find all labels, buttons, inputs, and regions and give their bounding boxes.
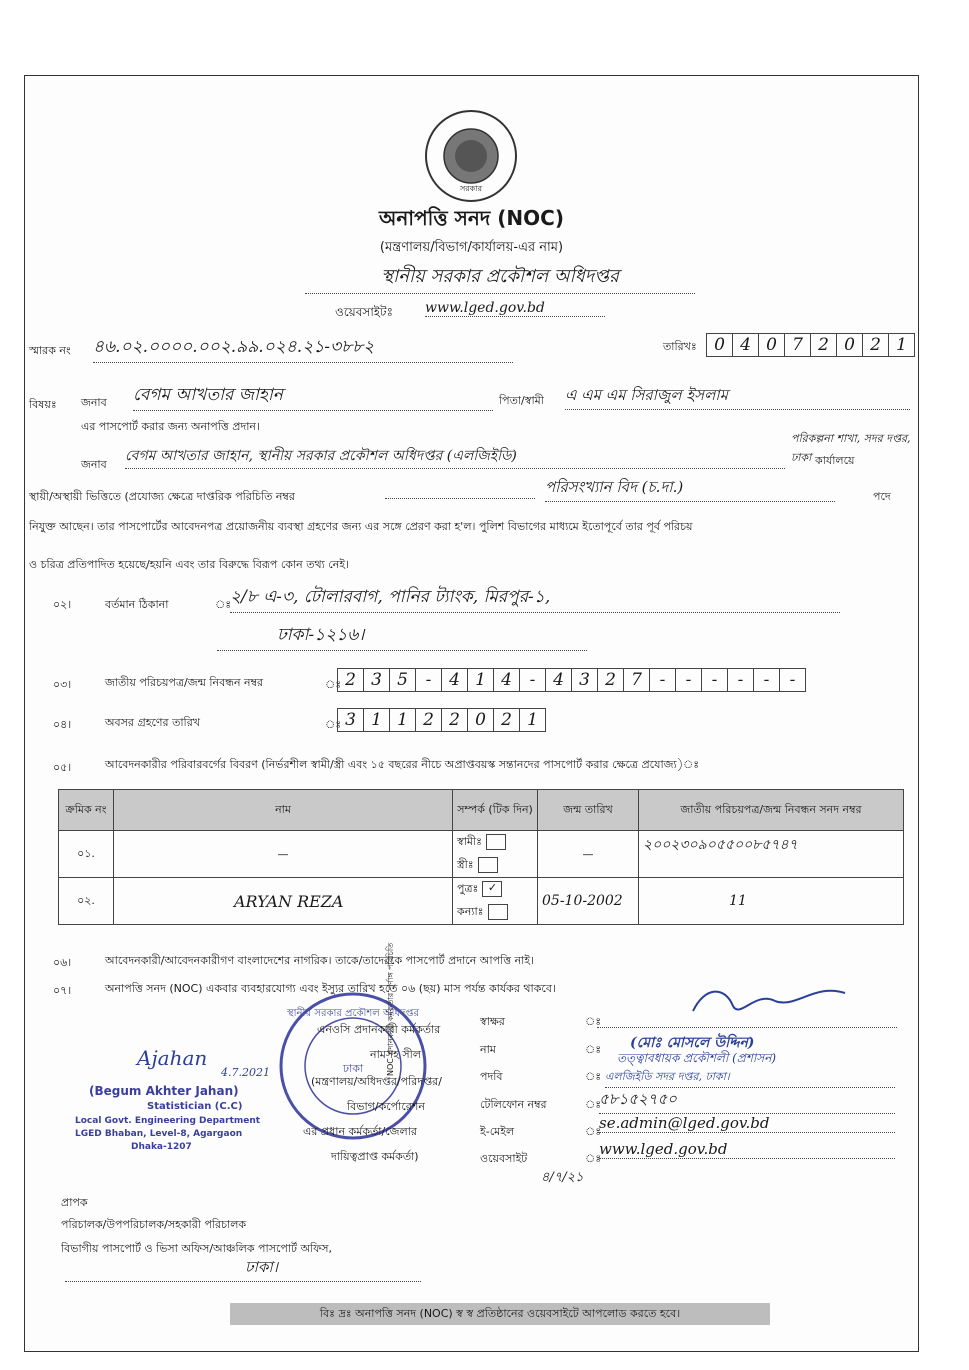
document-title: অনাপত্তি সনদ (NOC) [379,206,564,230]
relation-daughter-label: কন্যাঃ [457,905,484,918]
recipient-line3: ঢাকা। [65,1256,421,1282]
relation-checkbox[interactable] [486,834,506,850]
nid-digit: 3 [364,669,390,691]
note-7-text: অনাপত্তি সনদ (NOC) একবার ব্যবহারযোগ্য এবং ইস্যুর তারিখ হতে ০৬ (ছয়) মাস পর্যন্ত কার্যকর থাকবে। [105,982,556,995]
nid-digit: 2 [338,669,364,691]
relation-checkbox[interactable] [488,904,508,920]
left-sign-date: 4.7.2021 [221,1066,270,1079]
table-row [59,878,904,925]
date-label: তারিখঃ [663,340,697,353]
recipient-line2: বিভাগীয় পাসপোর্ট ও ভিসা অফিস/আঞ্চলিক পাসপোর্ট অফিস, [61,1242,332,1255]
signatory-sign-date: ৪/৭/২১ [541,1170,584,1185]
item-number: ০৩। [53,678,72,691]
row-relation [453,831,538,878]
left-stamp-title: Statistician (C.C) [147,1101,243,1112]
date-digit: 0 [707,334,733,356]
relation-checkbox[interactable] [478,857,498,873]
family-details-label: আবেদনকারীর পরিবারবর্গের বিবরণ (নির্ভরশীল স্বামী/স্ত্রী এবং ১৫ বছরের নীচে অপ্রাপ্তবয়স্ক সন্তানদের পাসপোর্ট করার ক্ষেত্রে প্রযোজ্য)ঃ [105,758,700,771]
note-number: ০৬। [53,956,72,969]
nid-digit: 5 [390,669,416,691]
field-label-email: ই-মেইল [480,1125,515,1138]
subject-janab: জনাব [81,396,107,409]
signatory-label: বিভাগ/কর্পোরেশন [347,1100,425,1113]
signatory-email: se.admin@lged.gov.bd [599,1114,895,1133]
table-row [59,831,904,878]
row-serial: ০১. [59,831,114,878]
nid-digit: 2 [598,669,624,691]
subject-label: বিষয়ঃ [29,398,57,411]
header-dob: জন্ম তারিখ [538,790,639,831]
nid-digit: - [676,669,702,691]
nid-digit: 4 [546,669,572,691]
signatory-label: এনওসি প্রদানকারী কর্মকর্তার [317,1023,441,1036]
colon-text: ঃ [325,678,342,691]
recipient-label: প্রাপক [61,1196,88,1209]
website-label: ওয়েবসাইটঃ [335,305,393,319]
retire-digit: 2 [494,709,520,731]
memo-number: ৪৬.০২.০০০০.০০২.৯৯.০২৪.২১-৩৮৮২ [93,334,513,363]
retire-digit: 0 [468,709,494,731]
signatory-label: দায়িত্বপ্রাপ্ত কর্মকর্তা) [331,1150,419,1163]
nid-digit: - [702,669,728,691]
colon-text: ঃ [585,1043,602,1056]
body-office-note: পরিকল্পনা শাখা, সদর দপ্তর, ঢাকা [791,432,911,464]
website-value: www.lged.gov.bd [425,300,605,317]
recipient-line1: পরিচালক/উপপরিচালক/সহকারী পরিচালক [61,1218,247,1231]
office-round-seal-icon [273,986,433,1146]
header-serial: ক্রমিক নং [59,790,114,831]
signatory-office: এলজিইডি সদর দপ্তর, ঢাকা। [605,1068,895,1088]
row-name: — [114,831,453,878]
colon-text: ঃ [585,1015,602,1028]
signatory-label: এর প্রধান কর্মকর্তা/জেলার [303,1125,417,1138]
relation-son-label: পুত্রঃ [457,882,479,895]
signatory-designation: তত্ত্বাবধায়ক প্রকৌশলী (প্রশাসন) [617,1051,777,1065]
body-line2-prefix: স্থায়ী/অস্থায়ী ভিত্তিতে (প্রযোজ্য ক্ষেত্রে দাপ্তরিক পরিচিতি নম্বর [29,490,295,503]
retire-digit: 3 [338,709,364,731]
memo-label: স্মারক নং [29,344,71,357]
date-digit: 7 [785,334,811,356]
retire-digit: 2 [442,709,468,731]
date-digit: 0 [837,334,863,356]
nid-digit: 7 [624,669,650,691]
relation-checkbox-checked[interactable]: ✓ [482,881,502,897]
row-dob: 05-10-2002 [538,878,639,925]
item-number: ০২। [53,598,72,611]
left-stamp-name: (Begum Akhter Jahan) [89,1084,239,1098]
retire-digit: 2 [416,709,442,731]
office-name: স্থানীয় সরকার প্রকৌশল অধিদপ্তর [305,262,695,294]
row-serial: ০২. [59,878,114,925]
nid-digit: 3 [572,669,598,691]
field-label-designation: পদবি [480,1070,503,1083]
row-id: ২০০২৩০৯০৫৫০০৮৫৭৪৭ [639,831,904,878]
seal-outer-text: স্থানীয় সরকার প্রকৌশল অধিদপ্তর [286,1008,420,1019]
row-name: ARYAN REZA [114,878,453,925]
nid-digit: - [728,669,754,691]
item-number: ০৫। [53,761,72,774]
retire-digit: 1 [527,710,538,730]
government-emblem-icon [421,106,521,206]
body-line3: নিযুক্ত আছেন। তার পাসপোর্টের আবেদনপত্র প্রয়োজনীয় ব্যবস্থা গ্রহণের জন্য এর সঙ্গে প্রেরণ করা হ'ল। পুলিশ বিভাগের মাধ্যমে ইতোপূর্বে তার পূর্ব পরিচয় [29,520,693,533]
signatory-label: নামসহ সীল [370,1048,422,1061]
signatory-label: (মন্ত্রণালয়/অধিদপ্তর/পরিদপ্তর/ [311,1075,442,1088]
subject-line2: এর পাসপোর্ট করার জন্য অনাপত্তি প্রদান। [81,420,260,433]
colon-text: ঃ [585,1152,602,1165]
emblem-bottom-text: সরকার [459,184,483,193]
father-husband-label: পিতা/স্বামী [499,394,544,407]
handwritten-signature-icon [685,981,855,1021]
item-number: ০৪। [53,718,72,731]
retirement-boxes [337,708,546,732]
nid-digit: - [789,670,796,690]
nid-digit: - [754,669,780,691]
left-stamp-city: Dhaka-1207 [131,1142,192,1152]
note-number: ০৭। [53,984,72,997]
nid-digit: 1 [468,669,494,691]
field-label-phone: টেলিফোন নম্বর [480,1098,547,1111]
row-dob: — [538,831,639,878]
left-stamp-address: LGED Bhaban, Level-8, Agargaon [75,1129,243,1139]
noc-vertical-label: NOC প্রদানকারী কর্মকর্তার পূর্ণাঙ্গ পরিচিতি [386,942,395,1076]
body-designation: পরিসংখ্যান বিদ (চ.দা.) [545,476,835,502]
field-label-name: নাম [480,1043,496,1056]
body-janab: জনাব [81,458,107,471]
left-stamp-org: Local Govt. Engineering Department [75,1116,261,1126]
signatory-phone: ৫৮১৫২৭৫০ [599,1088,895,1114]
row-id: 11 [639,878,904,925]
nid-digit: 4 [442,669,468,691]
colon-text: ঃ [585,1125,602,1138]
nid-digit: - [416,669,442,691]
retirement-label: অবসর গ্রহণের তারিখ [105,716,200,729]
noc-document [24,75,919,1352]
note-6-text: আবেদনকারী/আবেদনকারীগণ বাংলাদেশের নাগরিক। তাকে/তাদেরকে পাসপোর্ট প্রদানে আপত্তি নাই। [105,954,535,967]
retire-digit: 1 [364,709,390,731]
colon-text: ঃ [585,1098,602,1111]
father-husband-value: এ এম এম সিরাজুল ইসলাম [565,384,910,410]
body-office-suffix: কার্যালয়ে [815,454,855,467]
field-label-signature: স্বাক্ষর [480,1015,505,1028]
nid-label: জাতীয় পরিচয়পত্র/জন্ম নিবন্ধন নম্বর [105,676,264,689]
colon-text: ঃ [325,718,342,731]
address-line2: ঢাকা-১২১৬। [217,622,587,651]
retire-digit: 1 [390,709,416,731]
body-name-office: বেগম আখতার জাহান, স্থানীয় সরকার প্রকৌশল অধিদপ্তর (এলজিইডি) [125,444,785,469]
left-signature: Ajahan [137,1046,208,1070]
relation-husband-label: স্বামীঃ [457,835,483,848]
date-digit: 4 [733,334,759,356]
date-digit: 2 [863,334,889,356]
date-digit: 2 [811,334,837,356]
colon-text: ঃ [585,1070,602,1083]
header-name: নাম [114,790,453,831]
family-table [58,789,904,925]
address-line1: ২/৮ এ-৩, টোলারবাগ, পানির ট্যাংক, মিরপুর-১, [230,584,840,613]
nid-digit: 4 [494,669,520,691]
field-label-website: ওয়েবসাইট [480,1152,528,1165]
applicant-name: বেগম আখতার জাহান [133,382,493,411]
nid-digit: - [650,669,676,691]
signature-line [597,1026,897,1028]
signatory-name: (মোঃ মোসলে উদ্দিন) [630,1035,755,1051]
header-id-number: জাতীয় পরিচয়পত্র/জন্ম নিবন্ধন সনদ নম্বর [639,790,904,831]
relation-wife-label: স্ত্রীঃ [457,858,474,871]
nid-digit: - [520,669,546,691]
table-header-row [59,790,904,831]
body-id-blank [385,486,535,499]
nid-boxes [337,668,806,692]
colon-text: ঃ [215,598,232,611]
memo-date-boxes [706,333,915,357]
signatory-website: www.lged.gov.bd [599,1140,895,1159]
footer-note: বিঃ দ্রঃ অনাপত্তি সনদ (NOC) স্ব স্ব প্রতিষ্ঠানের ওয়েবসাইটে আপলোড করতে হবে। [230,1303,770,1325]
date-digit: 1 [896,335,907,355]
row-relation [453,878,538,925]
address-label: বর্তমান ঠিকানা [105,598,169,611]
body-line2-suffix: পদে [873,490,891,503]
date-digit: 0 [759,334,785,356]
header-relation: সম্পর্ক (টিক দিন) [453,790,538,831]
seal-center-text: ঢাকা [342,1062,364,1075]
body-line4: ও চরিত্র প্রতিপাদিত হয়েছে/হয়নি এবং তার বিরুদ্ধে বিরূপ কোন তথ্য নেই। [29,558,349,571]
document-subtitle: (মন্ত্রণালয়/বিভাগ/কার্যালয়-এর নাম) [379,240,564,255]
